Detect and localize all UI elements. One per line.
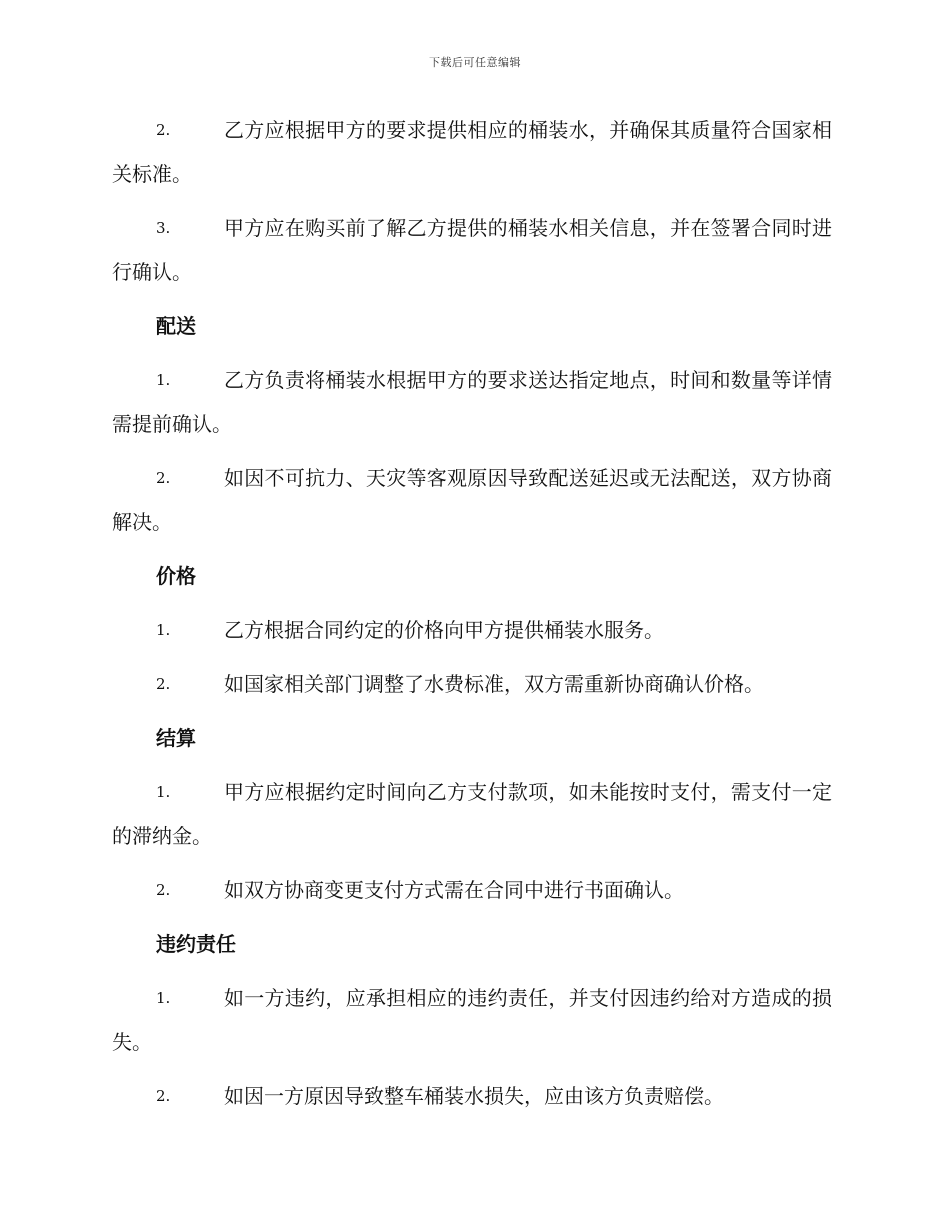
section-heading-liability: 违约责任 <box>156 932 236 956</box>
item-number: 2. <box>156 469 171 487</box>
item-text: 乙方负责将桶装水根据甲方的要求送达指定地点，时间和数量等详情需提前确认。 <box>112 368 832 436</box>
list-item <box>112 456 832 544</box>
list-item <box>112 608 832 652</box>
item-text: 乙方应根据甲方的要求提供相应的桶装水，并确保其质量符合国家相关标准。 <box>112 118 832 186</box>
list-item <box>112 662 832 706</box>
item-text: 如国家相关部门调整了水费标准，双方需重新协商确认价格。 <box>224 672 764 696</box>
item-text: 甲方应在购买前了解乙方提供的桶装水相关信息，并在签署合同时进行确认。 <box>112 216 832 284</box>
item-number: 3. <box>156 219 171 237</box>
section-heading-delivery: 配送 <box>156 314 196 338</box>
item-text: 如双方协商变更支付方式需在合同中进行书面确认。 <box>224 878 684 902</box>
item-number: 2. <box>156 675 171 693</box>
item-text: 甲方应根据约定时间向乙方支付款项，如未能按时支付，需支付一定的滞纳金。 <box>112 780 832 848</box>
list-item <box>112 206 832 294</box>
item-text: 如因一方原因导致整车桶装水损失，应由该方负责赔偿。 <box>224 1084 724 1108</box>
list-item <box>112 770 832 858</box>
list-item <box>112 1074 832 1118</box>
item-text: 乙方根据合同约定的价格向甲方提供桶装水服务。 <box>224 618 664 642</box>
list-item <box>112 976 832 1064</box>
item-number: 2. <box>156 881 171 899</box>
item-number: 1. <box>156 371 171 389</box>
item-text: 如因不可抗力、天灾等客观原因导致配送延迟或无法配送，双方协商解决。 <box>112 466 832 534</box>
list-item <box>112 868 832 912</box>
item-number: 2. <box>156 1087 171 1105</box>
item-number: 1. <box>156 621 171 639</box>
page-header: 下载后可任意编辑 <box>429 56 521 69</box>
document-body <box>112 108 832 1128</box>
list-item <box>112 108 832 196</box>
section-heading-settlement: 结算 <box>156 726 196 750</box>
item-number: 1. <box>156 783 171 801</box>
section-heading-price: 价格 <box>156 564 196 588</box>
item-number: 1. <box>156 989 171 1007</box>
list-item <box>112 358 832 446</box>
item-number: 2. <box>156 121 171 139</box>
item-text: 如一方违约，应承担相应的违约责任，并支付因违约给对方造成的损失。 <box>112 986 832 1054</box>
